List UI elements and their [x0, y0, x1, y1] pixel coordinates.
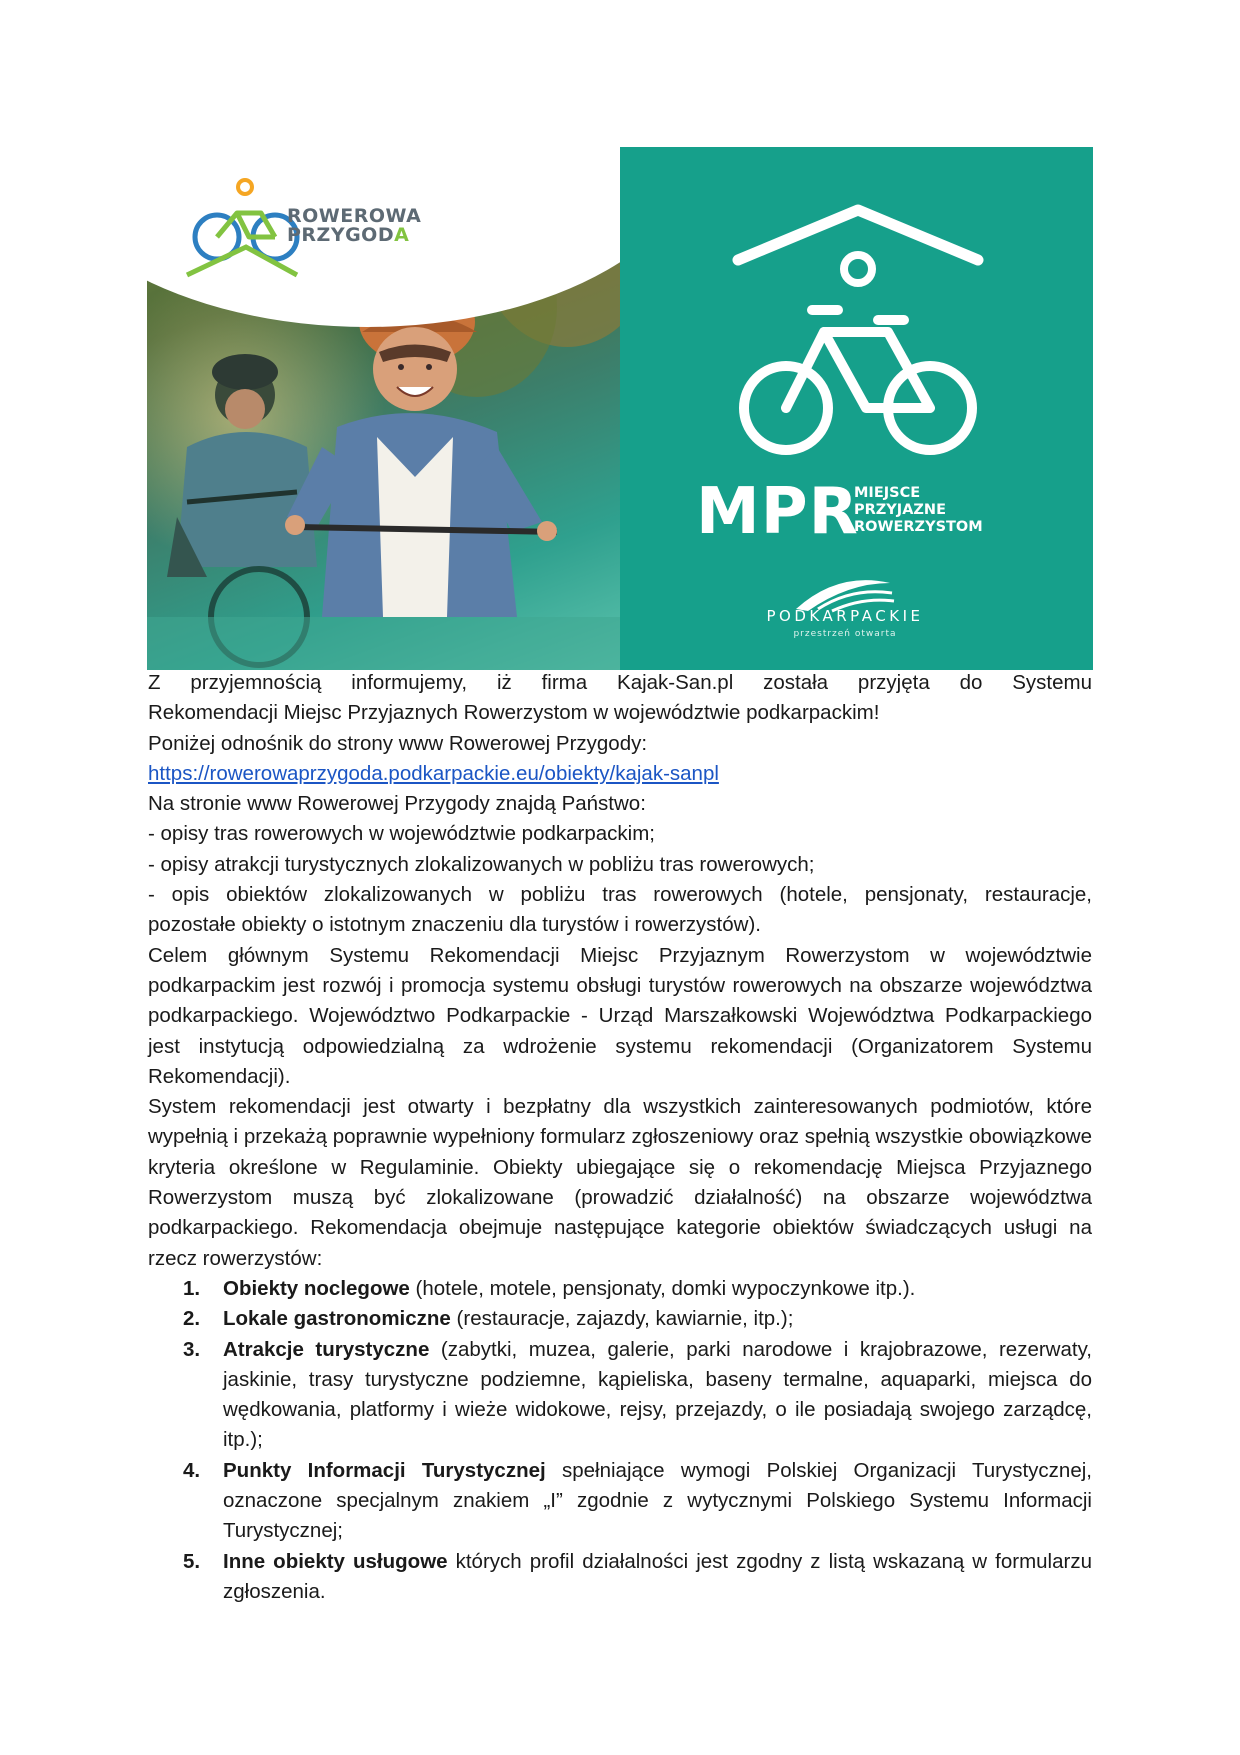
- article-body: [148, 668, 1092, 1607]
- list-title: Atrakcje turystyczne: [223, 1337, 430, 1361]
- categories-list: [148, 1274, 1092, 1607]
- list-number: 1.: [183, 1276, 201, 1300]
- mpr-line2: PRZYJAZNE: [854, 502, 946, 518]
- logo-line2: [287, 226, 421, 245]
- list-item: [148, 1304, 1092, 1334]
- banner: [147, 147, 1093, 670]
- list-desc: spełniające wymogi Polskiej Organizacji Turystycznej, oznaczone specjalnym znakiem „I” zgodnie z wytycznymi Polskiego Systemu Informacji Turystycznej;: [223, 1458, 1092, 1543]
- list-title: Punkty Informacji Turystycznej: [223, 1458, 546, 1482]
- feature-2: - opisy atrakcji turystycznych zlokalizowanych w pobliżu tras rowerowych;: [148, 852, 815, 876]
- list-title: Lokale gastronomiczne: [223, 1307, 451, 1331]
- mpr-line1: MIEJSCE: [854, 485, 921, 501]
- list-item: [148, 1547, 1092, 1608]
- list-title: Obiekty noclegowe: [223, 1276, 410, 1300]
- list-item: [148, 1456, 1092, 1547]
- kajak-san-link[interactable]: https://rowerowaprzygoda.podkarpackie.eu/obiekty/kajak-sanpl: [148, 761, 719, 785]
- intro-line-1: Z przyjemnością informujemy, iż firma Kajak-San.pl została przyjęta do Systemu: [148, 671, 1092, 694]
- feature-3-line-1: - opis obiektów zlokalizowanych w pobliżu tras rowerowych (hotele, pensjonaty, restauracje,: [148, 883, 1092, 907]
- logo-line2-accent: A: [394, 224, 410, 246]
- list-number: 4.: [183, 1458, 201, 1482]
- system-paragraph: System rekomendacji jest otwarty i bezpłatny dla wszystkich zainteresowanych podmiotów, które wypełnią i przekażą poprawnie wypełniony formularz zgłoszeniowy oraz spełnią wszystkie obowiązkowe kryteria określone w Regulaminie. Obiekty ubiegające się o rekomendację Miejsca Przyjaznego Rowerzystom muszą być zlokalizowane (prowadzić działalność) na obszarze województwa podkarpackiego. Rekomendacja obejmuje następujące kategorie obiektów świadczących usługi na rzecz rowerzystów:: [148, 1095, 1092, 1270]
- mpr-panel: [620, 147, 1093, 670]
- intro-line-2: Rekomendacji Miejsc Przyjaznych Rowerzystom w województwie podkarpackim!: [148, 701, 880, 725]
- podkarpackie-name: PODKARPACKIE: [766, 607, 924, 625]
- podkarpackie-tagline: przestrzeń otwarta: [793, 629, 897, 639]
- list-desc: (zabytki, muzea, galerie, parki narodowe i krajobrazowe, rezerwaty, jaskinie, trasy turystyczne podziemne, kąpieliska, baseny termalne, aquaparki, miejsca do wędkowania, platformy i wieże widokowe, rejsy, przejazdy, o ile posiadają swojego zarządcę, itp.);: [223, 1337, 1092, 1452]
- logo-line1: ROWEROWA: [287, 205, 422, 227]
- list-number: 2.: [183, 1307, 201, 1331]
- goal-paragraph: Celem głównym Systemu Rekomendacji Miejsc Przyjaznym Rowerzystom w województwie podkarpackim jest rozwój i promocja systemu obsługi turystów rowerowych na obszarze województwa podkarpackiego. Województwo Podkarpackie - Urząd Marszałkowski Województwa Podkarpackiego jest instytucją odpowiedzialną za wdrożenie systemu rekomendacji (Organizatorem Systemu Rekomendacji).: [148, 943, 1092, 1088]
- features-intro: Na stronie www Rowerowej Przygody znajdą Państwo:: [148, 792, 646, 816]
- list-number: 3.: [183, 1337, 201, 1361]
- mpr-full-name: [854, 485, 983, 536]
- link-intro: Poniżej odnośnik do strony www Rowerowej Przygody:: [148, 731, 648, 755]
- bike-house-icon: [728, 202, 988, 462]
- logo-line2-main: PRZYGOD: [287, 224, 395, 246]
- list-desc: (hotele, motele, pensjonaty, domki wypoczynkowe itp.).: [409, 1276, 916, 1300]
- list-desc: (restauracje, zajazdy, kawiarnie, itp.);: [450, 1307, 794, 1331]
- logo-text: [287, 207, 421, 245]
- feature-3-line-2: pozostałe obiekty o istotnym znaczeniu dla turystów i rowerzystów).: [148, 913, 761, 937]
- list-desc: których profil działalności jest zgodny z listą wskazaną w formularzu zgłoszenia.: [223, 1549, 1092, 1603]
- cyclists-photo: [147, 147, 620, 670]
- mpr-line3: ROWERZYSTOM: [854, 519, 983, 535]
- list-title: Inne obiekty usługowe: [223, 1549, 448, 1573]
- list-item: [148, 1274, 1092, 1304]
- feature-1: - opisy tras rowerowych w województwie podkarpackim;: [148, 822, 655, 846]
- list-number: 5.: [183, 1549, 201, 1573]
- mpr-acronym: MPR: [696, 475, 859, 549]
- list-item: [148, 1335, 1092, 1456]
